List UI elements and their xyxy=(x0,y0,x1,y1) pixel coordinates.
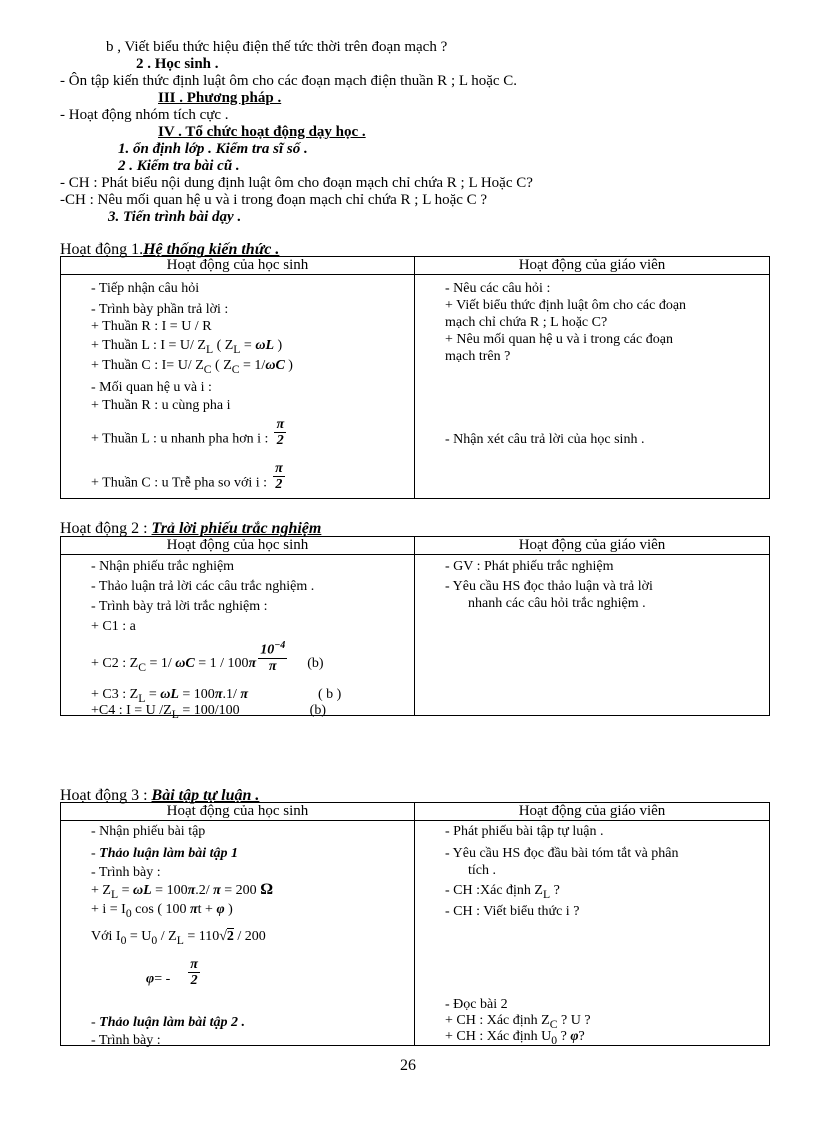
text: = 100 xyxy=(151,883,188,898)
omega-l-symbol: ωL xyxy=(255,338,275,353)
pi-symbol: π xyxy=(240,687,249,702)
text: Với I xyxy=(91,929,121,944)
formula-current xyxy=(91,902,233,922)
fraction-numerator: π xyxy=(190,957,198,972)
text: + CH : Xác định U xyxy=(445,1029,552,1044)
pi-over-2-fraction xyxy=(188,957,200,988)
phi-symbol: φ xyxy=(146,971,155,987)
text: + Thuần C : I= U/ Z xyxy=(91,358,204,373)
answer-c4 xyxy=(91,703,326,723)
teacher-column-header: Hoạt động của giáo viên xyxy=(415,537,770,555)
list-item: + Viết biểu thức định luật ôm cho các đoạn xyxy=(445,298,687,313)
activity-2-title: Trả lời phiếu trắc nghiệm xyxy=(151,520,322,537)
activity-3-student-cell xyxy=(61,821,415,1046)
text: .1/ xyxy=(222,687,241,702)
list-item xyxy=(445,1029,585,1049)
teacher-column-header: Hoạt động của giáo viên xyxy=(415,257,770,275)
exponent: −4 xyxy=(274,640,286,651)
text: t + xyxy=(197,902,217,917)
list-item: - Thảo luận làm bài tập 1 xyxy=(91,846,239,861)
ten-power-fraction xyxy=(258,638,287,674)
text: + C3 : Z xyxy=(91,687,139,702)
fraction-denominator: π xyxy=(268,658,277,674)
fraction-numerator: $10^{-4}$ xyxy=(260,640,286,658)
pi-over-2-fraction xyxy=(274,417,286,448)
list-item: - Trình bày phần trả lời : xyxy=(91,302,229,317)
intro-line-b: b , Viết biểu thức hiệu điện thế tức thời trên đoạn mạch ? xyxy=(106,39,448,55)
subscript: C xyxy=(203,362,212,376)
list-item xyxy=(445,883,560,903)
list-item: - Tiếp nhận câu hỏi xyxy=(91,281,200,296)
text: = 200 xyxy=(220,883,261,898)
list-item: - Trình bày : xyxy=(91,865,161,880)
activity-1-table xyxy=(60,256,770,499)
pi-symbol: π xyxy=(213,883,221,898)
list-item: - Mối quan hệ u và i : xyxy=(91,380,212,395)
subscript: 0 xyxy=(551,1033,558,1047)
text: .2/ xyxy=(195,883,214,898)
text: + Thuần L : I = U/ Z xyxy=(91,338,206,353)
text: = 100/100 xyxy=(178,703,240,718)
subscript: C xyxy=(549,1017,558,1031)
list-item: - Thảo luận trả lời các câu trắc nghiệm . xyxy=(91,579,315,594)
list-item: - Nhận xét câu trả lời của học sinh . xyxy=(445,432,645,447)
student-column-header: Hoạt động của học sinh xyxy=(61,257,415,275)
step-2: 2 . Kiểm tra bài cũ . xyxy=(118,158,240,174)
list-item: + Thuần R : u cùng pha i xyxy=(91,398,231,413)
list-item: - Trình bày : xyxy=(91,1033,161,1048)
activity-2-heading xyxy=(60,520,321,537)
text: cos ( 100 xyxy=(131,902,190,917)
text: - CH :Xác định Z xyxy=(445,883,543,898)
subscript: 0 xyxy=(151,933,158,947)
activity-3-table xyxy=(60,802,770,1046)
list-item: - Yêu cầu HS đọc đầu bài tóm tắt và phân xyxy=(445,846,679,861)
list-item: - Nhận phiếu bài tập xyxy=(91,824,206,839)
list-item: + Nêu mối quan hệ u và i trong các đoạn xyxy=(445,332,673,347)
list-item: - Nhận phiếu trắc nghiệm xyxy=(91,559,235,574)
activity-1-title: Hệ thống kiến thức . xyxy=(143,241,280,258)
text: = 1/ xyxy=(145,656,176,672)
omega-c-symbol: ωC xyxy=(175,656,195,672)
subscript: 0 xyxy=(120,933,127,947)
subscript: L xyxy=(205,342,214,356)
subscript: L xyxy=(542,887,551,901)
text: = xyxy=(145,687,161,702)
text: + Thuần C : u Trễ pha so với i : xyxy=(91,475,268,491)
fraction-numerator: π xyxy=(275,461,283,476)
answer-c3-choice: ( b ) xyxy=(318,687,342,702)
list-item: - Phát phiếu bài tập tự luận . xyxy=(445,824,604,839)
method-heading: III . Phương pháp . xyxy=(158,90,282,106)
pi-symbol: π xyxy=(190,902,198,917)
fraction-denominator: 2 xyxy=(190,973,198,988)
activity-3-label: Hoạt động 3 : xyxy=(60,787,148,804)
list-item: - Nêu các câu hỏi : xyxy=(445,281,551,296)
text: = 110 xyxy=(183,929,220,944)
activity-2-student-cell xyxy=(61,555,415,721)
list-item: - Trình bày trả lời trắc nghiệm : xyxy=(91,599,268,614)
list-item: - Thảo luận làm bài tập 2 . xyxy=(91,1015,246,1030)
omega-l-symbol: ωL xyxy=(160,687,179,702)
activity-2-table xyxy=(60,536,770,721)
text: ) xyxy=(274,338,283,353)
text: / 200 xyxy=(233,929,266,944)
list-item: mạch chỉ chứa R ; L hoặc C? xyxy=(445,315,608,330)
subscript: L xyxy=(110,887,119,901)
omega-c-symbol: ωC xyxy=(265,358,285,373)
pi-symbol: π xyxy=(214,687,223,702)
formula-phi xyxy=(146,957,200,988)
activity-1-label: Hoạt động 1. xyxy=(60,241,144,258)
text: ) xyxy=(224,902,233,917)
omega-l-symbol: ωL xyxy=(132,883,152,898)
list-item: - Yêu cầu HS đọc thảo luận và trả lời xyxy=(445,579,653,594)
formula-inductor xyxy=(91,338,282,358)
list-item: + Thuần R : I = U / R xyxy=(91,319,212,334)
formula-amplitude xyxy=(91,929,266,949)
list-item: - CH : Viết biểu thức i ? xyxy=(445,904,580,919)
step-1: 1. ổn định lớp . Kiểm tra sĩ số . xyxy=(118,141,308,157)
activity-1-student-cell xyxy=(61,275,415,499)
subscript: C xyxy=(231,362,240,376)
text: +C4 : I = U /Z xyxy=(91,703,172,718)
activity-3-teacher-cell xyxy=(415,821,770,1046)
fraction-numerator: π xyxy=(276,417,285,432)
pi-symbol: π xyxy=(248,656,257,672)
text: / Z xyxy=(157,929,177,944)
text: ( Z xyxy=(211,358,232,373)
ohm-symbol: Ω xyxy=(260,881,273,898)
sqrt-radicand: 2 xyxy=(226,929,234,944)
text: + i = I xyxy=(91,902,126,917)
text: + C2 : Z xyxy=(91,656,139,672)
activity-3-title: Bài tập tự luận . xyxy=(151,787,260,804)
subscript: C xyxy=(138,660,146,674)
text: + CH : Xác định Z xyxy=(445,1013,550,1028)
step-3: 3. Tiến trình bài dạy . xyxy=(108,209,242,225)
pi-symbol: π xyxy=(187,883,196,898)
answer-c4-choice: (b) xyxy=(309,703,326,718)
subscript: L xyxy=(176,933,184,947)
method-text: - Hoạt động nhóm tích cực . xyxy=(60,107,229,123)
answer-c2-choice: (b) xyxy=(307,656,324,672)
text: = 1 / 100 xyxy=(194,656,249,672)
subscript: 0 xyxy=(125,906,132,920)
question-1: - CH : Phát biểu nội dung định luật ôm cho đoạn mạch chỉ chứa R ; L Hoặc C? xyxy=(60,175,533,191)
exercise-1-title: Thảo luận làm bài tập 1 xyxy=(99,846,239,861)
sqrt-icon: √ xyxy=(219,929,227,944)
exercise-2-title: Thảo luận làm bài tập 2 . xyxy=(99,1015,246,1030)
student-column-header: Hoạt động của học sinh xyxy=(61,803,415,821)
formula-capacitor xyxy=(91,358,293,378)
formula-zl xyxy=(91,882,273,903)
text: ( Z xyxy=(213,338,234,353)
phi-symbol: φ xyxy=(216,902,225,917)
teacher-column-header: Hoạt động của giáo viên xyxy=(415,803,770,821)
fraction-denominator: 2 xyxy=(276,433,284,448)
list-item xyxy=(91,417,286,448)
list-item xyxy=(91,461,285,492)
text: + Z xyxy=(91,883,111,898)
text: = - xyxy=(154,971,171,987)
text: = xyxy=(240,338,256,353)
list-item: - GV : Phát phiếu trắc nghiệm xyxy=(445,559,614,574)
subscript: L xyxy=(138,691,146,705)
subscript: L xyxy=(233,342,241,356)
answer-c1: + C1 : a xyxy=(91,619,136,634)
fraction-denominator: 2 xyxy=(275,477,283,492)
pi-over-2-fraction xyxy=(273,461,285,492)
phi-symbol: φ xyxy=(570,1029,579,1044)
question-2: -CH : Nêu mối quan hệ u và i trong đoạn mạch chỉ chứa R ; L hoặc C ? xyxy=(60,192,488,208)
text: ? xyxy=(557,1029,571,1044)
student-column-header: Hoạt động của học sinh xyxy=(61,537,415,555)
activity-1-teacher-cell xyxy=(415,275,770,499)
text: = U xyxy=(126,929,152,944)
text: ? U ? xyxy=(557,1013,591,1028)
page-number: 26 xyxy=(400,1057,416,1074)
list-item: nhanh các câu hỏi trắc nghiệm . xyxy=(468,596,646,611)
activity-2-label: Hoạt động 2 : xyxy=(60,520,148,537)
text: + Thuần L : u nhanh pha hơn i : xyxy=(91,431,269,447)
text: = 100 xyxy=(178,687,215,702)
text: ? xyxy=(578,1029,585,1044)
text: ? xyxy=(550,883,560,898)
subscript: L xyxy=(171,707,179,721)
text: = xyxy=(118,883,133,898)
text: ) xyxy=(284,358,293,373)
organization-heading: IV . Tổ chức hoạt động dạy học . xyxy=(158,124,366,140)
list-item: mạch trên ? xyxy=(445,349,511,364)
list-item: tích . xyxy=(468,863,496,878)
student-prep-text: - Ôn tập kiến thức định luật ôm cho các đoạn mạch điện thuần R ; L hoặc C. xyxy=(60,73,518,89)
answer-c2 xyxy=(91,640,324,676)
activity-2-teacher-cell xyxy=(415,555,770,716)
list-item: - Đọc bài 2 xyxy=(445,997,508,1012)
student-prep-heading: 2 . Học sinh . xyxy=(136,56,219,72)
text: = 1/ xyxy=(239,358,266,373)
